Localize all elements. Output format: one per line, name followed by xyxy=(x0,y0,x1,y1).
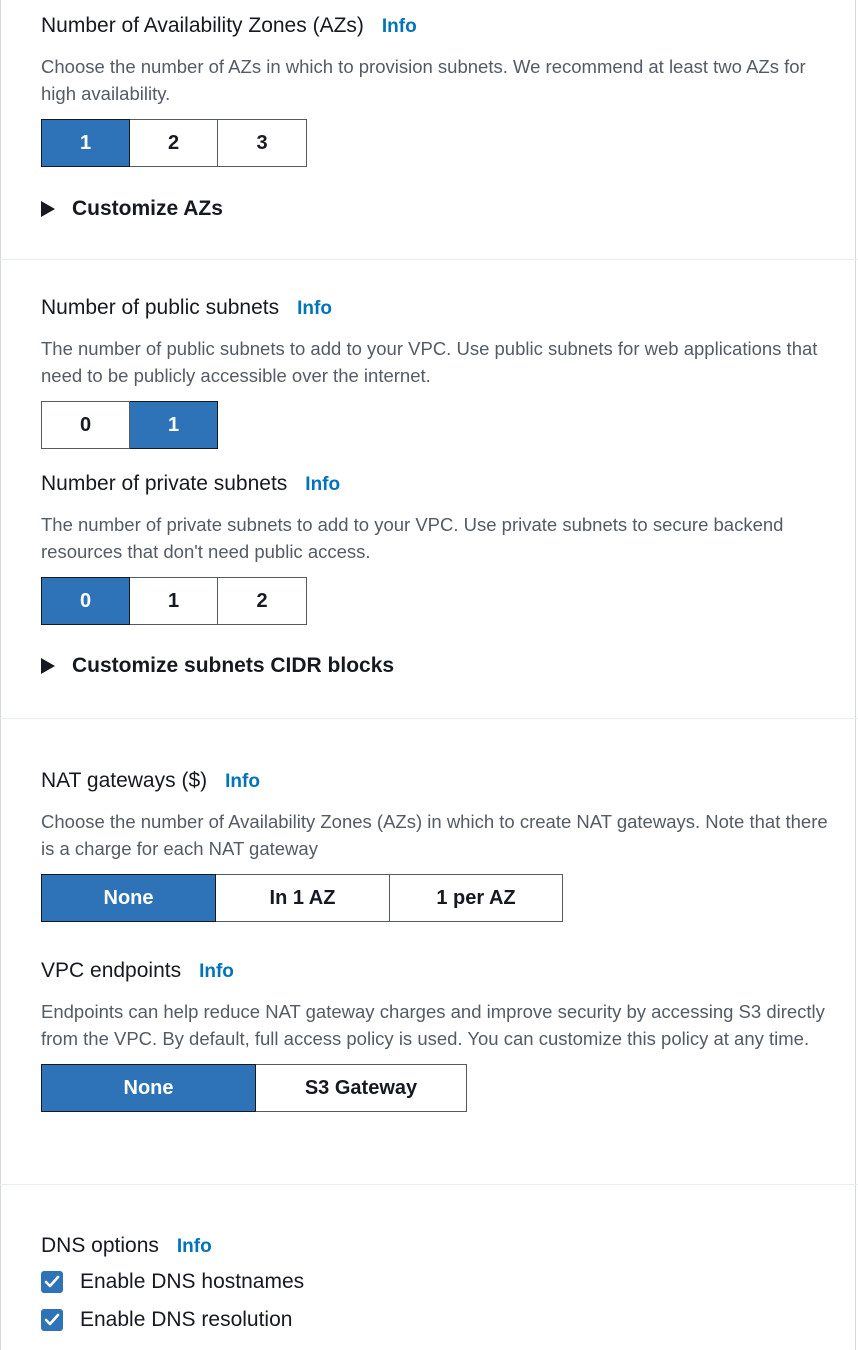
nat-option-1-per-az[interactable]: 1 per AZ xyxy=(390,874,563,922)
dns-options-section xyxy=(41,1233,838,1339)
private-subnets-segmented-control xyxy=(41,577,838,625)
public-subnets-section xyxy=(41,295,838,449)
vpc-endpoints-description: Endpoints can help reduce NAT gateway charges and improve security by accessing S3 directly from the VPC. By default, full access policy is used. You can customize this policy at any time. xyxy=(41,1001,825,1049)
dns-options-info-link[interactable]: Info xyxy=(176,1236,212,1257)
customize-azs-label: Customize AZs xyxy=(72,197,223,220)
checkbox-checked-icon[interactable] xyxy=(41,1271,63,1293)
private-subnets-option-2[interactable]: 2 xyxy=(218,577,307,625)
nat-gateways-segmented-control xyxy=(41,874,838,922)
nat-gateways-label: NAT gateways ($) xyxy=(41,769,208,792)
az-option-2[interactable]: 2 xyxy=(130,119,218,167)
private-subnets-label: Number of private subnets xyxy=(41,472,288,495)
caret-right-icon xyxy=(41,201,55,217)
endpoint-option-s3-gateway[interactable]: S3 Gateway xyxy=(256,1064,467,1112)
private-subnets-description: The number of private subnets to add to your VPC. Use private subnets to secure backend resources that don't need public access. xyxy=(41,514,784,562)
customize-azs-expander[interactable] xyxy=(41,196,838,222)
az-section xyxy=(41,13,838,167)
public-subnets-header xyxy=(41,295,838,321)
dns-hostnames-label: Enable DNS hostnames xyxy=(80,1270,305,1293)
private-subnets-info-link[interactable]: Info xyxy=(305,474,341,495)
vpc-endpoints-label: VPC endpoints xyxy=(41,959,182,982)
public-subnets-option-0[interactable]: 0 xyxy=(41,401,130,449)
nat-gateways-info-link[interactable]: Info xyxy=(225,771,260,792)
vpc-endpoints-info-link[interactable]: Info xyxy=(199,961,234,982)
az-info-link[interactable]: Info xyxy=(381,16,417,37)
az-header xyxy=(41,13,838,39)
vpc-endpoints-section xyxy=(41,958,838,1112)
endpoint-option-none[interactable]: None xyxy=(41,1064,256,1112)
public-subnets-description: The number of public subnets to add to your VPC. Use public subnets for web applications that need to be publicly accessible over the internet. xyxy=(41,338,818,386)
public-subnets-segmented-control xyxy=(41,401,838,449)
dns-resolution-label: Enable DNS resolution xyxy=(80,1308,293,1331)
public-subnets-label: Number of public subnets xyxy=(41,296,280,319)
az-segmented-control xyxy=(41,119,838,167)
public-subnets-option-1[interactable]: 1 xyxy=(130,401,218,449)
customize-subnets-expander[interactable] xyxy=(41,653,838,679)
divider xyxy=(0,718,858,719)
private-subnets-option-0[interactable]: 0 xyxy=(41,577,130,625)
az-description: Choose the number of AZs in which to provision subnets. We recommend at least two AZs for high availability. xyxy=(41,56,806,104)
private-subnets-header xyxy=(41,471,838,497)
vpc-endpoints-segmented-control xyxy=(41,1064,838,1112)
dns-hostnames-row[interactable] xyxy=(41,1263,838,1301)
checkbox-checked-icon[interactable] xyxy=(41,1309,63,1331)
nat-gateways-section xyxy=(41,768,838,922)
divider xyxy=(0,1184,858,1185)
private-subnets-option-1[interactable]: 1 xyxy=(130,577,218,625)
az-label: Number of Availability Zones (AZs) xyxy=(41,14,364,37)
nat-option-in-1-az[interactable]: In 1 AZ xyxy=(216,874,390,922)
nat-gateways-header xyxy=(41,768,838,794)
divider xyxy=(0,259,858,260)
dns-resolution-row[interactable] xyxy=(41,1301,838,1339)
private-subnets-section xyxy=(41,471,838,625)
az-option-1[interactable]: 1 xyxy=(41,119,130,167)
dns-options-label: DNS options xyxy=(41,1234,159,1257)
caret-right-icon xyxy=(41,658,55,674)
customize-subnets-label: Customize subnets CIDR blocks xyxy=(72,654,395,677)
dns-options-header xyxy=(41,1233,838,1259)
public-subnets-info-link[interactable]: Info xyxy=(297,298,332,319)
nat-option-none[interactable]: None xyxy=(41,874,216,922)
nat-gateways-description: Choose the number of Availability Zones (AZs) in which to create NAT gateways. Note that there is a charge for each NAT gateway xyxy=(41,811,828,859)
vpc-endpoints-header xyxy=(41,958,838,984)
az-option-3[interactable]: 3 xyxy=(218,119,307,167)
